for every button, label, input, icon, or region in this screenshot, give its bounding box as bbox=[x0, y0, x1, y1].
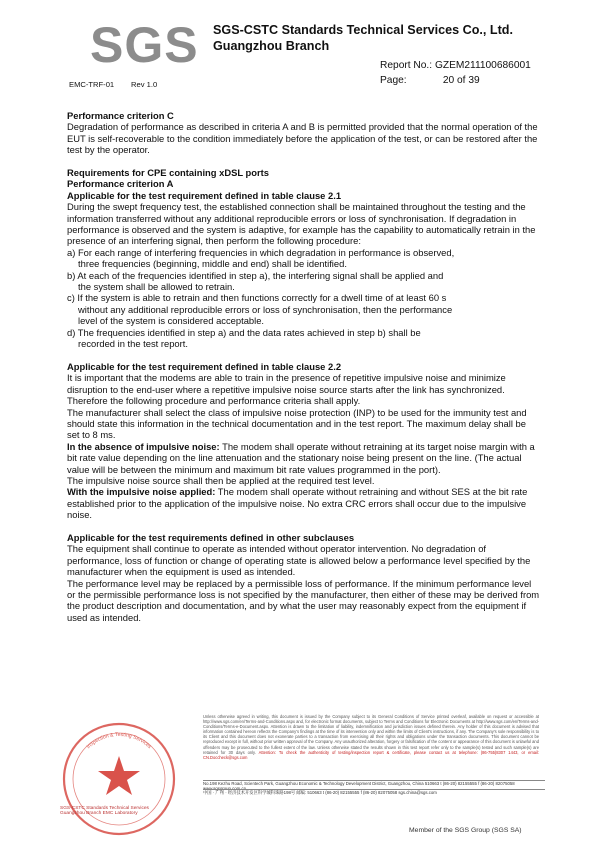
page-label: Page: bbox=[380, 75, 407, 86]
other-subclauses-para2: The performance level may be replaced by a permissible loss of performance. If the minimum performance level or the permissible performance loss is not specified by the manufacturer, then either of these may be derived from the product description and documentation, and by what the user may reasonably expect from the equipment if used as intended. bbox=[67, 577, 540, 623]
sgs-logo bbox=[86, 14, 204, 74]
with-impulse-label: With the impulsive noise applied: bbox=[67, 486, 216, 498]
stamp-caption bbox=[60, 806, 149, 816]
other-subclauses-para1: The equipment shall continue to operate as intended without operator intervention. No degradation of performance, loss of function or change of operating state is allowed below a performance level specified by the manufacturer when the equipment is used as intended. bbox=[67, 543, 531, 578]
with-impulse-paragraph bbox=[67, 486, 540, 520]
logo-text: SGS bbox=[90, 17, 199, 73]
page-number bbox=[380, 75, 480, 86]
impulse-source-text: The impulsive noise source shall then be applied at the required test level. bbox=[67, 474, 375, 486]
terms-fine-print bbox=[203, 714, 539, 760]
document-body bbox=[67, 110, 540, 623]
procedure-item-b: b) At each of the frequencies identified in step a), the interfering signal shall be applied and bbox=[67, 269, 444, 281]
page-value: 20 of 39 bbox=[442, 75, 480, 86]
report-no-label: Report No.: bbox=[380, 60, 433, 71]
procedure-item-c-cont: without any additional reproducible errors or loss of synchronisation, then the performance bbox=[78, 303, 453, 315]
section-2-1-text: During the swept frequency test, the established connection shall be maintained throughout the testing and the information transferred without any additional reproducible errors or loss of synchronisation. If degradation in performance is observed and the system is adaptive, for example has the capability to automatically retrain in the presence of an interfering signal, then perform the following procedure: bbox=[67, 201, 536, 247]
cpe-heading: Requirements for CPE containing xDSL ports bbox=[67, 167, 269, 179]
company-line2: Guangzhou Branch bbox=[213, 39, 330, 53]
section-2-2-para2: The manufacturer shall select the class of impulsive noise protection (INP) to be used for the immunity test and should state this information in the technical documentation and in the test report. The maximum delay shall be set to 8 ms. bbox=[67, 406, 527, 441]
address-en-text: No.198 Kezhu Road, Scientech Park, Guangzhou Economic & Technology Development District, Guangzhou, China 510663 t (86-20) 82155555 f (86-20) 82075058 www.sgsgroup.com.cn bbox=[203, 781, 515, 791]
criterion-c-heading: Performance criterion C bbox=[67, 110, 174, 121]
report-number bbox=[380, 60, 531, 71]
procedure-item-a: a) For each range of interfering frequencies in which degradation in performance is observed, bbox=[67, 246, 455, 258]
attention-text: Attention: To check the authenticity of testing/inspection report & certificate, please contact us at telephone: (86-755)8307 1443, or email: CN.Doccheck@sgs.com bbox=[203, 749, 540, 760]
absence-label: In the absence of impulsive noise: bbox=[67, 440, 220, 452]
stamp-caption-line2: Guangzhou Branch EMC Laboratory bbox=[60, 811, 138, 816]
company-name bbox=[213, 22, 513, 54]
svg-text:Inspection & Testing Services bbox=[86, 732, 153, 751]
criterion-c-text: Degradation of performance as described in criteria A and B is permitted provided that the normal operation of the EUT is self-recoverable to the condition immediately before the application of the test, or can be restored after the test by the operator. bbox=[67, 121, 538, 156]
absence-text: The modem shall operate without retraining at its target noise margin with a bit rate value depending on the line attenuation and the stationary noise being present on the line. (The actual value will be between the minimum and maximum bit rate values programmed in the port). bbox=[67, 440, 535, 475]
with-impulse-text: The modem shall operate without retraining and without SES at the bit rate established prior to the application of the impulsive noise. No extra CRC errors shall occur due to the impulsive noise. bbox=[67, 486, 528, 521]
stamp-caption-line1: SGS-CSTC Standards Technical Services bbox=[60, 806, 149, 811]
star-icon bbox=[98, 756, 140, 795]
inspection-stamp bbox=[60, 720, 178, 838]
section-2-2-heading: Applicable for the test requirement defined in table clause 2.2 bbox=[67, 360, 342, 372]
absence-paragraph bbox=[67, 441, 540, 475]
procedure-item-d-cont: recorded in the test report. bbox=[78, 338, 188, 350]
procedure-item-c-cont2: level of the system is considered acceptable. bbox=[78, 315, 265, 327]
criterion-a-heading: Performance criterion A bbox=[67, 178, 174, 190]
procedure-item-a-cont: three frequencies (beginning, middle and end) shall be identified. bbox=[78, 258, 347, 270]
other-subclauses-heading: Applicable for the test requirements defined in other subclauses bbox=[67, 531, 355, 543]
stamp-inner-text: Inspection & Testing Services bbox=[85, 731, 153, 751]
section-2-2-para1: It is important that the modems are able to train in the presence of repetitive impulsive noise and minimize disruption to the end-user where a repetitive impulsive noise source starts after the link has synchronized. Therefore the following procedure and performance criteria shall apply. bbox=[67, 372, 506, 407]
report-no-value: GZEM211100686001 bbox=[434, 60, 531, 71]
procedure-item-d: d) The frequencies identified in step a) and the data rates achieved in step b) shall be bbox=[67, 326, 421, 338]
terms-text: Unless otherwise agreed in writing, this document is issued by the Company subject to its General Conditions of Service printed overleaf, available on request or accessible at http://www.sgs.com/en/Terms-and-Conditions.aspx and, for electronic format documents, subject to Terms and Conditions for Electronic Documents at http://www.sgs.com/en/Terms-and-Conditions/Terms-e-Document.aspx. Attention is drawn to the limitation of liability, indemnification and jurisdiction issues defined therein. Any holder of this document is advised that information contained hereon reflects the Company's findings at the time of its intervention only and within the limits of Client's instructions, if any. The Company's sole responsibility is to its Client and this document does not exonerate parties to a transaction from exercising all their rights and obligations under the transaction documents. This document cannot be reproduced except in full, without prior written approval of the Company. Any unauthorized alteration, forgery or falsification of the content or appearance of this document is unlawful and offenders may be prosecuted to the fullest extent of the law. Unless otherwise stated the results shown in this test report refer only to the sample(s) tested and such sample(s) are retained for 30 days only. bbox=[203, 714, 539, 755]
section-2-1-heading: Applicable for the test requirement defined in table clause 2.1 bbox=[67, 189, 342, 201]
revision: Rev 1.0 bbox=[131, 80, 158, 89]
form-id: EMC-TRF-01 bbox=[69, 80, 115, 89]
sgs-member-text: Member of the SGS Group (SGS SA) bbox=[409, 827, 522, 834]
procedure-item-c: c) If the system is able to retrain and then functions correctly for a dwell time of at least 60 s bbox=[67, 292, 447, 304]
address-cn-text: 中国 · 广州 · 经济技术开发区科学城科珠路198号 邮编: 510663 t (86-20) 82155555 f (86-20) 82075058 sgs.china@sgs.com bbox=[203, 790, 437, 795]
address-cn bbox=[203, 789, 545, 799]
procedure-item-b-cont: the system shall be allowed to retrain. bbox=[78, 281, 235, 293]
company-line1: SGS-CSTC Standards Technical Services Co., Ltd. bbox=[213, 23, 513, 37]
